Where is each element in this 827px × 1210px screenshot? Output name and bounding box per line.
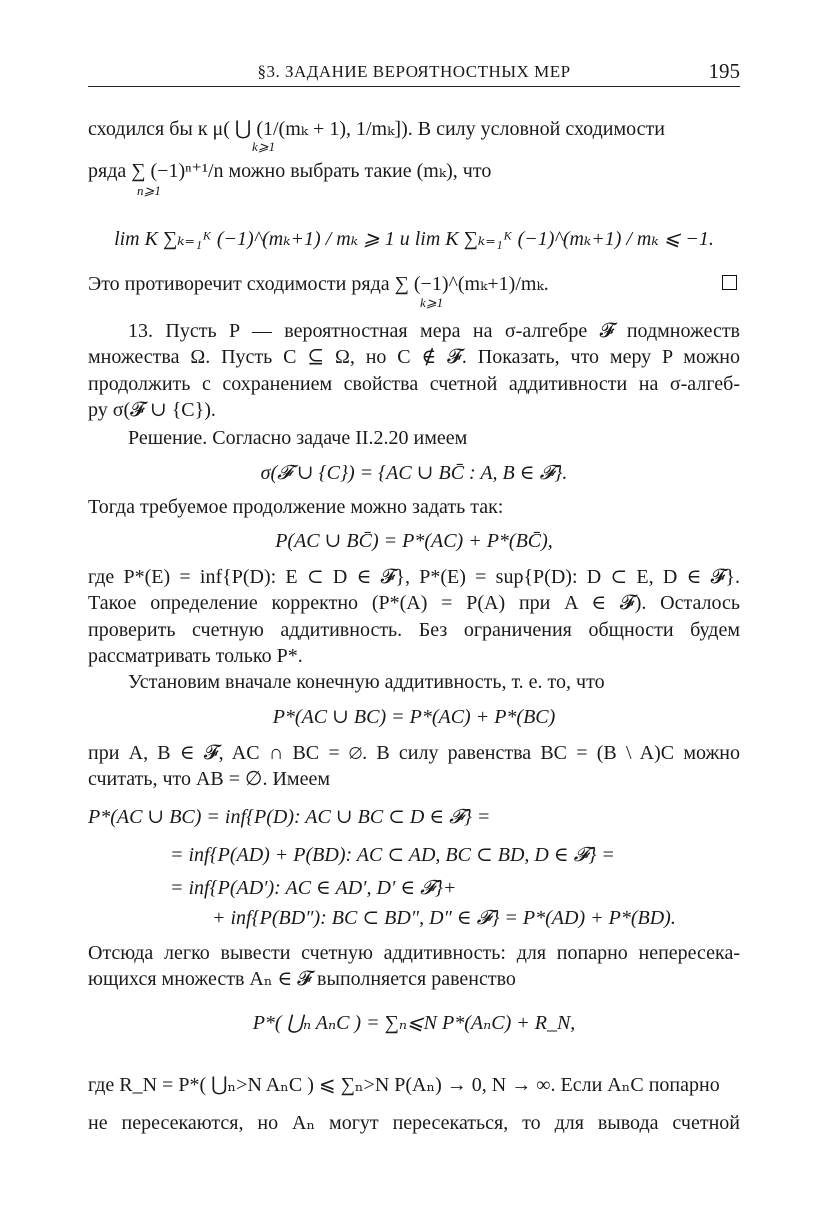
text-line: Отсюда легко вывести счетную аддитивность: для попарно непересека- — [88, 942, 740, 964]
aligned-equation-row: = inf{P(AD′): AC ∈ AD′, D′ ∈ 𝓕}+ — [170, 877, 457, 899]
aligned-equation-row: + inf{P(BD″): BC ⊂ BD″, D″ ∈ 𝓕} = P*(AD) + P*(BD). — [212, 907, 676, 929]
display-equation: P(AC ∪ BC̄) = P*(AC) + P*(BC̄), — [275, 530, 553, 552]
problem-13-line: ру σ(𝓕 ∪ {C}). — [88, 399, 216, 421]
text-line: рассматривать только P*. — [88, 645, 303, 667]
text-line: ряда ∑ (−1)ⁿ⁺¹/n можно выбрать такие (mₖ), что — [88, 160, 492, 182]
subscript-line: n⩾1 — [137, 183, 161, 198]
text-line: Такое определение корректно (P*(A) = P(A) при A ∈ 𝓕). Осталось — [88, 592, 740, 614]
text-line: ющихся множеств Aₙ ∈ 𝓕 выполняется равенство — [88, 968, 516, 990]
page-header — [88, 58, 740, 87]
subscript-line: k⩾1 — [420, 295, 444, 310]
text-line: Установим вначале конечную аддитивность, т. е. то, что — [128, 671, 605, 693]
running-title: §3. ЗАДАНИЕ ВЕРОЯТНОСТНЫХ МЕР — [257, 62, 571, 81]
aligned-equation-row: P*(AC ∪ BC) = inf{P(D): AC ∪ BC ⊂ D ∈ 𝓕} = — [88, 806, 491, 828]
text-line: проверить счетную аддитивность. Без ограничения общности будем — [88, 619, 740, 641]
display-equation: lim K ∑ₖ₌₁ᴷ (−1)^(mₖ+1) / mₖ ⩾ 1 и lim K ∑ₖ₌₁ᴷ (−1)^(mₖ+1) / mₖ ⩽ −1. — [114, 228, 714, 250]
aligned-equation-row: = inf{P(AD) + P(BD): AC ⊂ AD, BC ⊂ BD, D ∈ 𝓕} = — [170, 844, 615, 866]
display-equation: P*( ⋃ₙ AₙC ) = ∑ₙ⩽N P*(AₙC) + R_N, — [252, 1012, 576, 1034]
text-line: где P*(E) = inf{P(D): E ⊂ D ∈ 𝓕}, P*(E) = sup{P(D): D ⊂ E, D ∈ 𝓕}. — [88, 566, 740, 588]
problem-13-line: множества Ω. Пусть C ⊆ Ω, но C ∉ 𝓕. Показать, что меру P можно — [88, 346, 740, 368]
text-line: считать, что AB = ∅. Имеем — [88, 768, 330, 790]
text-line: Тогда требуемое продолжение можно задать так: — [88, 496, 504, 518]
page-number: 195 — [708, 59, 740, 83]
solution-heading-line: Решение. Согласно задаче II.2.20 имеем — [128, 427, 468, 449]
text-line: при A, B ∈ 𝓕, AC ∩ BC = ∅. В силу равенства BC = (B \ A)C можно — [88, 742, 740, 764]
problem-13-line: продолжить с сохранением свойства счетной аддитивности на σ-алгеб- — [88, 373, 740, 395]
text-line: сходился бы к μ( ⋃ (1/(mₖ + 1), 1/mₖ]). В силу условной сходимости — [88, 118, 665, 140]
text-line: не пересекаются, но Aₙ могут пересекаться, то для вывода счетной — [88, 1112, 740, 1134]
display-equation: σ(𝓕 ∪ {C}) = {AC ∪ BC̄ : A, B ∈ 𝓕}. — [260, 462, 568, 484]
problem-13-line: 13. Пусть P — вероятностная мера на σ-алгебре 𝓕 подмножеств — [128, 320, 740, 342]
subscript-line: k⩾1 — [252, 139, 276, 154]
qed-symbol — [722, 275, 737, 290]
text-line: Это противоречит сходимости ряда ∑ (−1)^(mₖ+1)/mₖ. — [88, 273, 549, 295]
display-equation: P*(AC ∪ BC) = P*(AC) + P*(BC) — [272, 706, 556, 728]
text-line: где R_N = P*( ⋃ₙ>N AₙC ) ⩽ ∑ₙ>N P(Aₙ) → 0, N → ∞. Если AₙC попарно — [88, 1074, 720, 1096]
